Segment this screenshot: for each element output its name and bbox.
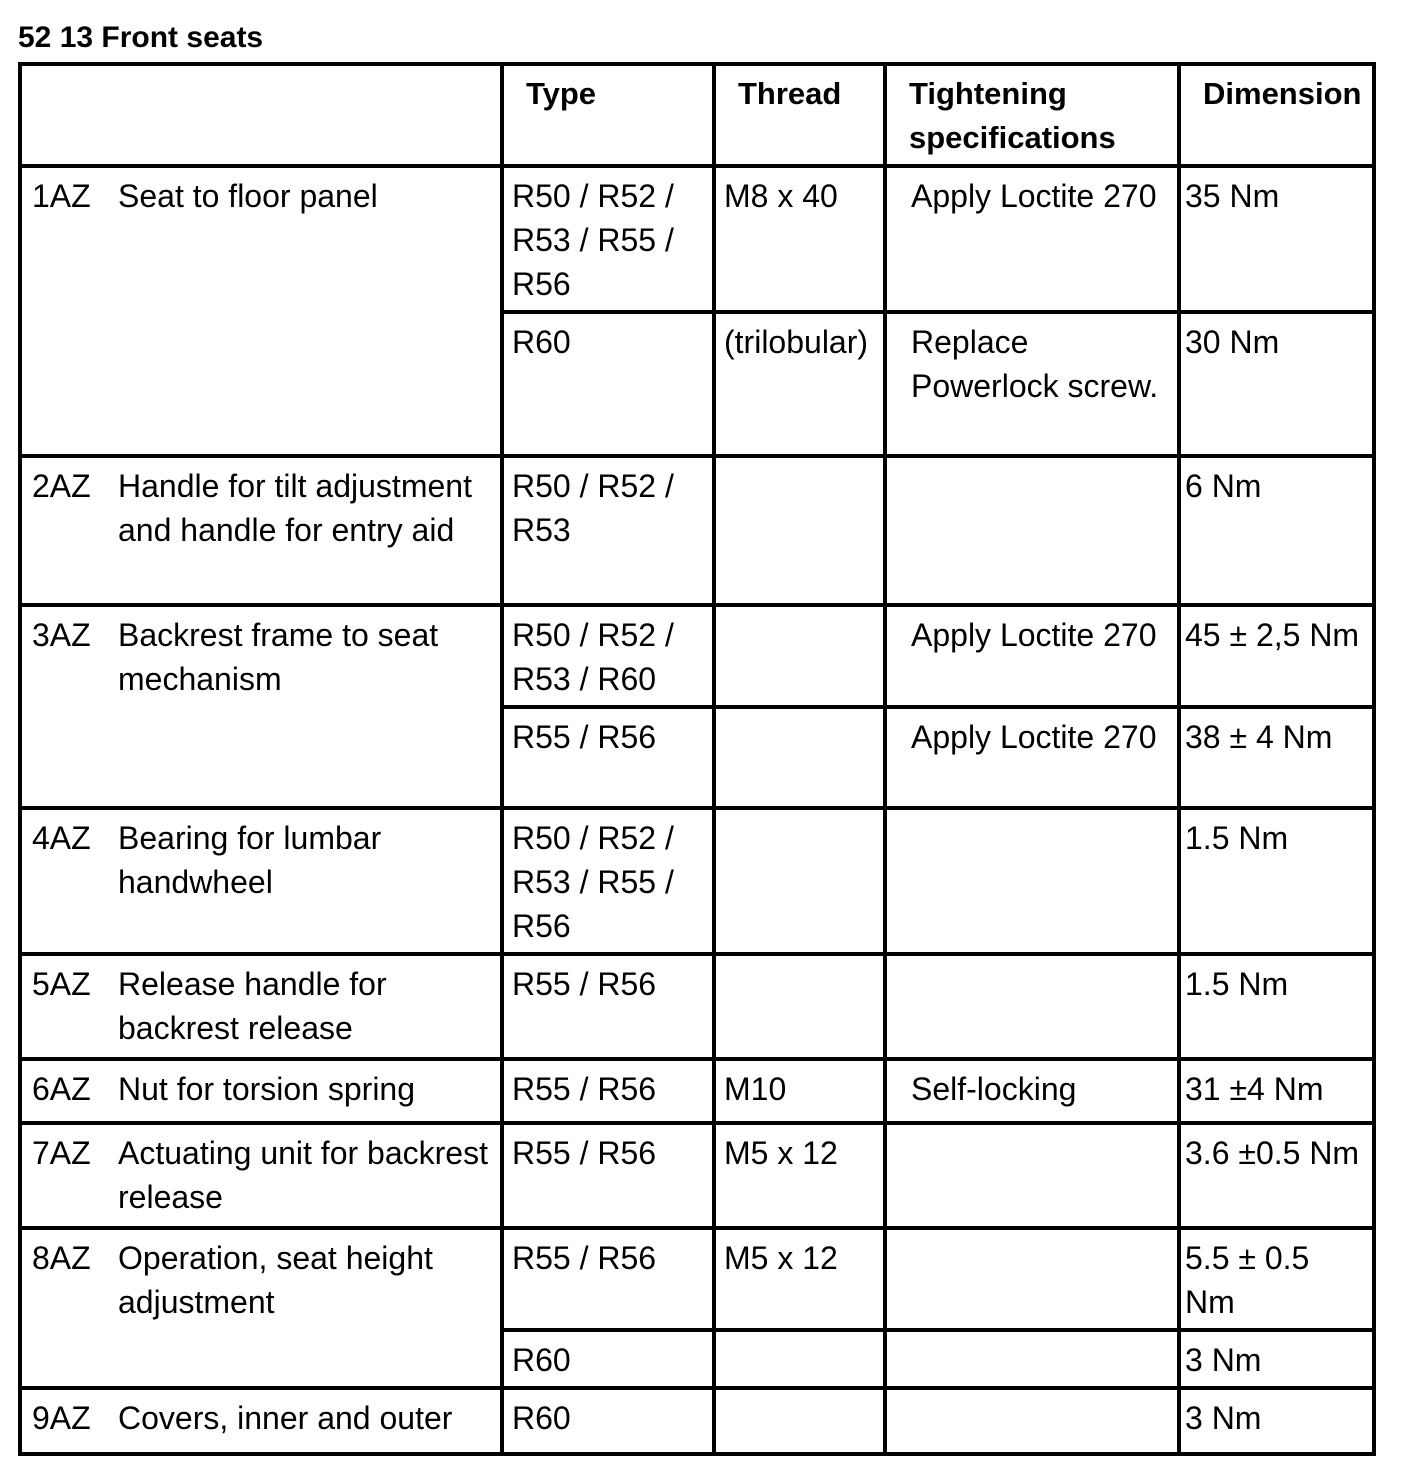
position-description: Operation, seat height adjustment [118,1240,433,1320]
tightening-cell: Self-locking [885,1059,1179,1123]
table-row [20,1059,1374,1123]
type-cell: R55 / R56 [502,954,714,1059]
position-cell [20,605,502,808]
position-description: Covers, inner and outer [118,1400,453,1436]
tightening-cell: Apply Loctite 270 [885,707,1179,808]
header-tightening: Tightening specifications [885,64,1179,166]
position-cell [20,456,502,605]
dimension-cell: 45 ± 2,5 Nm [1179,605,1374,707]
thread-cell [714,808,885,954]
dimension-cell: 38 ± 4 Nm [1179,707,1374,808]
tightening-cell: Replace Powerlock screw. [885,312,1179,456]
position-description: Backrest frame to seat mechanism [118,617,439,697]
header-dimension: Dimension [1179,64,1374,166]
type-cell: R60 [502,312,714,456]
table-row [20,1388,1374,1454]
position-description: Bearing for lumbar handwheel [118,820,382,900]
tightening-cell [885,954,1179,1059]
thread-cell: M8 x 40 [714,166,885,312]
header-position [20,64,502,166]
dimension-cell: 35 Nm [1179,166,1374,312]
dimension-cell: 3.6 ±0.5 Nm [1179,1123,1374,1228]
position-code: 6AZ [32,1071,91,1107]
position-description: Actuating unit for backrest release [118,1135,488,1215]
position-cell [20,166,502,456]
tightening-cell: Apply Loctite 270 [885,605,1179,707]
table-row [20,166,1374,312]
type-cell: R60 [502,1330,714,1388]
position-cell [20,1388,502,1454]
position-code: 3AZ [32,617,91,653]
tightening-cell [885,1123,1179,1228]
type-cell: R50 / R52 / R53 / R60 [502,605,714,707]
tightening-cell [885,1228,1179,1330]
type-cell: R55 / R56 [502,1059,714,1123]
thread-cell [714,456,885,605]
thread-cell: M5 x 12 [714,1228,885,1330]
header-type: Type [502,64,714,166]
type-cell: R55 / R56 [502,707,714,808]
position-cell [20,1059,502,1123]
thread-cell [714,605,885,707]
position-code: 4AZ [32,820,91,856]
table-row [20,1123,1374,1228]
thread-cell [714,1330,885,1388]
header-thread: Thread [714,64,885,166]
thread-cell: M10 [714,1059,885,1123]
tightening-cell [885,1388,1179,1454]
type-cell: R60 [502,1388,714,1454]
position-code: 8AZ [32,1240,91,1276]
thread-cell [714,954,885,1059]
tightening-cell [885,456,1179,605]
position-description: Release handle for backrest release [118,966,387,1046]
dimension-cell: 30 Nm [1179,312,1374,456]
position-code: 2AZ [32,468,91,504]
type-cell: R55 / R56 [502,1123,714,1228]
position-cell [20,954,502,1059]
type-cell: R55 / R56 [502,1228,714,1330]
thread-cell: M5 x 12 [714,1123,885,1228]
thread-cell [714,707,885,808]
position-cell [20,1228,502,1388]
tightening-cell: Apply Loctite 270 [885,166,1179,312]
position-cell [20,1123,502,1228]
tightening-cell [885,1330,1179,1388]
type-cell: R50 / R52 / R53 / R55 / R56 [502,166,714,312]
dimension-cell: 3 Nm [1179,1388,1374,1454]
position-code: 5AZ [32,966,91,1002]
dimension-cell: 1.5 Nm [1179,954,1374,1059]
table-row [20,808,1374,954]
page-title: 52 13 Front seats [18,21,264,54]
header-row [20,64,1374,166]
position-description: Nut for torsion spring [118,1071,416,1107]
dimension-cell: 5.5 ± 0.5 Nm [1179,1228,1374,1330]
position-description: Seat to floor panel [118,178,378,214]
table-row [20,1228,1374,1330]
type-cell: R50 / R52 / R53 [502,456,714,605]
dimension-cell: 31 ±4 Nm [1179,1059,1374,1123]
dimension-cell: 6 Nm [1179,456,1374,605]
position-description: Handle for tilt adjustment and handle for entry aid [118,468,472,548]
position-code: 1AZ [32,178,91,214]
position-code: 7AZ [32,1135,91,1171]
position-cell [20,808,502,954]
table-row [20,605,1374,707]
position-code: 9AZ [32,1400,91,1436]
tightening-cell [885,808,1179,954]
thread-cell [714,1388,885,1454]
table-row [20,456,1374,605]
table-row [20,954,1374,1059]
dimension-cell: 1.5 Nm [1179,808,1374,954]
type-cell: R50 / R52 / R53 / R55 / R56 [502,808,714,954]
thread-cell: (trilobular) [714,312,885,456]
dimension-cell: 3 Nm [1179,1330,1374,1388]
torque-spec-table [18,62,1376,1456]
